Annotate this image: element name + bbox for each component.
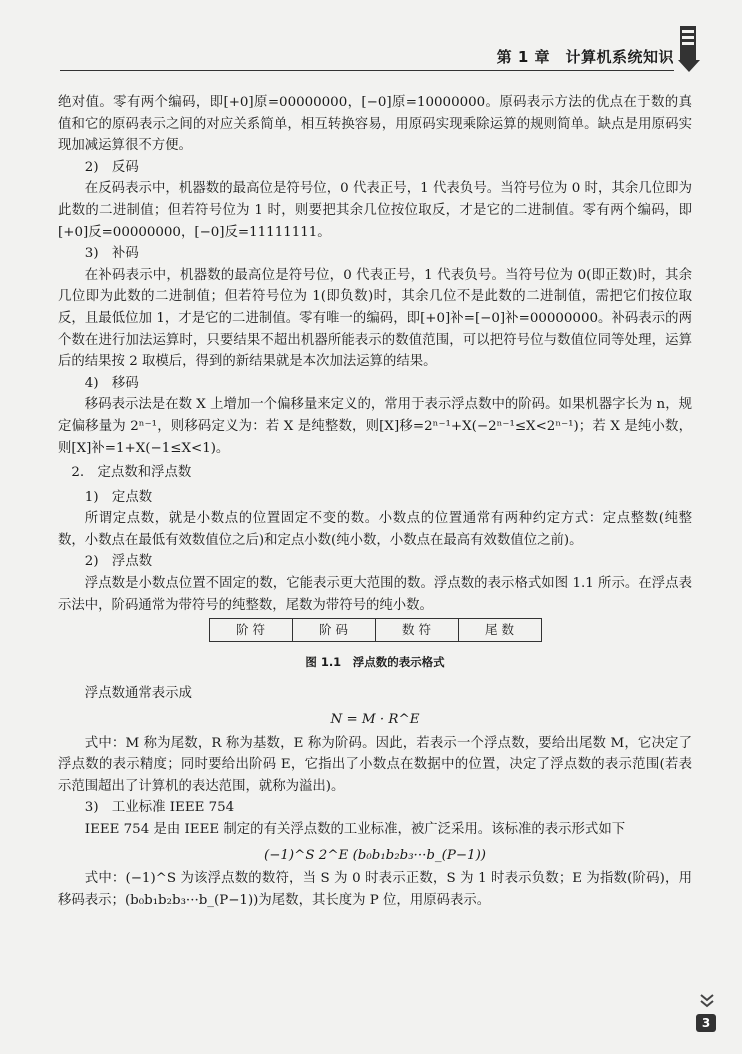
figure-caption: 图 1.1 浮点数的表示格式 <box>305 654 445 669</box>
cell-exponent: 阶码 <box>292 619 375 642</box>
page-number: 3 <box>696 1014 716 1032</box>
float-format-table <box>209 618 542 642</box>
chapter-title: 第 1 章 计算机系统知识 <box>496 48 674 66</box>
text-block-1 <box>58 92 692 616</box>
formula-n-equals: N = M · R^E <box>330 712 420 728</box>
formula-ieee754: (−1)^S 2^E (b₀b₁b₂b₃···b_(P−1)) <box>263 847 487 863</box>
paragraph: 式中：M 称为尾数，R 称为基数，E 称为阶码。因此，若表示一个浮点数，要给出尾数 M，它决定了浮点数的表示精度；同时要给出阶码 E，它指出了小数点在数据中的位置，决定了浮点数的表示范围(若表示范围超出了计算机的表达范围，就称为溢出)。 <box>58 735 692 794</box>
paragraph: 在反码表示中，机器数的最高位是符号位，0 代表正号，1 代表负号。当符号位为 0 时，其余几位即为此数的二进制值；但若符号位为 1 时，则要把其余几位按位取反，才是它的二进制值。零有两个编码，即[+0]反=00000000，[−0]反=11111111。 <box>58 181 692 240</box>
paragraph: 1) 定点数 <box>84 489 153 505</box>
paragraph: 4) 移码 <box>84 375 139 391</box>
paragraph: IEEE 754 是由 IEEE 制定的有关浮点数的工业标准，被广泛采用。该标准的表示形式如下 <box>84 822 626 837</box>
text-block-4 <box>58 868 692 911</box>
header-rule <box>60 70 674 71</box>
paragraph: 2) 浮点数 <box>84 554 153 570</box>
paragraph: 浮点数是小数点位置不固定的数，它能表示更大范围的数。浮点数的表示格式如图 1.1 所示。在浮点表示法中，阶码通常为带符号的纯整数，尾数为带符号的纯小数。 <box>58 576 692 613</box>
paragraph: 浮点数通常表示成 <box>84 686 192 702</box>
cell-exponent-sign: 阶符 <box>209 619 292 642</box>
cell-number-sign: 数符 <box>375 619 458 642</box>
text-block-3 <box>58 733 692 841</box>
paragraph: 移码表示法是在数 X 上增加一个偏移量来定义的，常用于表示浮点数中的阶码。如果机器字长为 n，规定偏移量为 2ⁿ⁻¹，则移码定义为：若 X 是纯整数，则[X]移=2ⁿ⁻¹+X(−2ⁿ⁻¹≤X<2ⁿ⁻¹)；若 X 是纯小数，则[X]补=1+X(−1≤X<1)。 <box>58 397 692 456</box>
paragraph: 2) 反码 <box>84 159 139 175</box>
book-edge-icon <box>678 26 700 72</box>
page-content <box>58 92 692 911</box>
double-chevron-down-icon <box>698 992 716 1010</box>
page-header <box>60 22 714 74</box>
float-format-table-wrap <box>58 618 692 642</box>
cell-mantissa: 尾数 <box>458 619 541 642</box>
paragraph: 3) 补码 <box>84 246 139 262</box>
paragraph: 绝对值。零有两个编码，即[+0]原=00000000，[−0]原=10000000。原码表示方法的优点在于数的真值和它的原码表示之间的对应关系简单，相互转换容易，用原码实现乘除运算的规则简单。缺点是用原码实现加减运算很不方便。 <box>58 95 692 154</box>
paragraph: 在补码表示中，机器数的最高位是符号位，0 代表正号，1 代表负号。当符号位为 0(即正数)时，其余几位即为此数的二进制值；但若符号位为 1(即负数)时，其余几位不是此数的二进制值，需把它们按位取反，且最低位加 1，才是它的二进制值。零有唯一的编码，即[+0]补=[−0]补=00000000。补码表示的两个数在进行加法运算时，只要结果不超出机器所能表示的数值范围，可以把符号位与数值位同等处理，运算后的结果按 2 取模后，得到的新结果就是本次加法运算的结果。 <box>58 267 692 370</box>
text-block-2 <box>58 683 692 705</box>
paragraph: 所谓定点数，就是小数点的位置固定不变的数。小数点的位置通常有两种约定方式：定点整数(纯整数，小数点在最低有效数值位之后)和定点小数(纯小数，小数点在最高有效数值位之前)。 <box>58 511 692 548</box>
paragraph: 3) 工业标准 IEEE 754 <box>84 800 235 816</box>
paragraph: 2. 定点数和浮点数 <box>71 465 192 481</box>
paragraph: 式中：(−1)^S 为该浮点数的数符，当 S 为 0 时表示正数，S 为 1 时表示负数；E 为指数(阶码)，用移码表示；(b₀b₁b₂b₃···b_(P−1))为尾数，其长度为 P 位，用原码表示。 <box>58 871 692 908</box>
